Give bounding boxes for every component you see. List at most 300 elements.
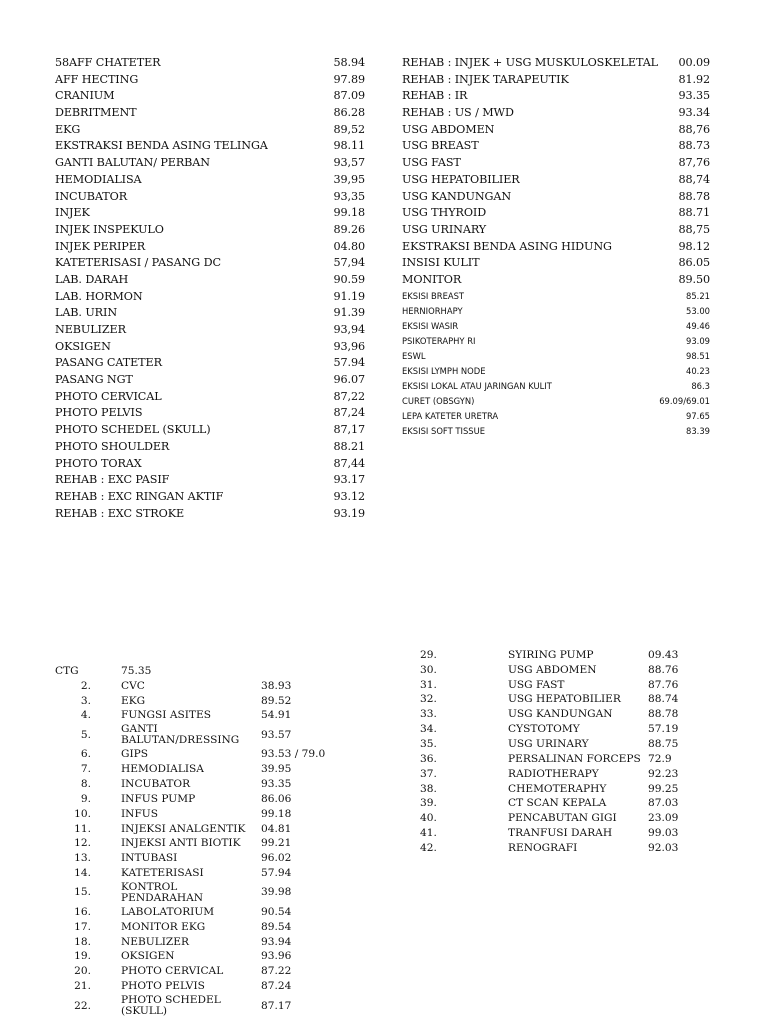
list-item <box>55 305 365 322</box>
list-item <box>402 424 710 439</box>
procedure-code: 57.19 <box>648 723 679 736</box>
procedure-code: 97.89 <box>333 72 365 86</box>
procedure-code: 86.06 <box>261 792 292 805</box>
row-number: 18. <box>74 935 91 948</box>
list-item <box>402 349 710 364</box>
procedure-name: FUNGSI ASITES <box>121 709 211 722</box>
list-item <box>55 155 365 172</box>
table-row <box>420 737 720 752</box>
list-item <box>55 322 365 339</box>
procedure-code: 88.78 <box>678 189 710 203</box>
row-number: 41. <box>420 827 437 840</box>
procedure-code: 57.94 <box>333 356 365 370</box>
procedure-name: LABOLATORIUM <box>121 905 215 918</box>
procedure-code: 87.76 <box>648 678 679 691</box>
list-item <box>402 255 710 272</box>
procedure-code: 99.18 <box>333 206 365 220</box>
list-item <box>55 222 365 239</box>
procedure-code: 89.52 <box>261 694 292 707</box>
procedure-name: INJEK PERIPER <box>55 239 146 253</box>
table-row <box>55 679 365 694</box>
procedure-code: 88.78 <box>648 708 679 721</box>
procedure-code: 93,35 <box>333 189 365 203</box>
list-item <box>55 339 365 356</box>
procedure-name: USG FAST <box>402 156 461 170</box>
row-number: 13. <box>74 852 91 865</box>
list-item <box>402 394 710 409</box>
procedure-name: PHOTO PELVIS <box>55 406 143 420</box>
procedure-code: 93.35 <box>261 777 292 790</box>
procedure-code: 83.39 <box>686 425 710 436</box>
procedure-code: 93.09 <box>686 335 710 346</box>
list-item <box>402 289 710 304</box>
procedure-code: 04.81 <box>261 822 292 835</box>
procedure-name: HEMODIALISA <box>121 763 204 776</box>
procedure-name: SYIRING PUMP <box>508 648 594 661</box>
procedure-name: USG ABDOMEN <box>402 122 495 136</box>
procedure-code: 99.18 <box>261 807 292 820</box>
list-item <box>55 205 365 222</box>
list-item <box>55 138 365 155</box>
table-row <box>55 822 365 837</box>
row-number: 22. <box>74 999 91 1012</box>
procedure-code: 87.17 <box>261 999 292 1012</box>
list-item <box>402 239 710 256</box>
list-item <box>402 55 710 72</box>
procedure-name: MONITOR EKG <box>121 920 206 933</box>
list-item <box>55 439 365 456</box>
table-row <box>420 678 720 693</box>
procedure-name: REHAB : EXC RINGAN AKTIF <box>55 489 224 503</box>
list-item <box>55 506 365 523</box>
procedure-code: 98.12 <box>678 239 710 253</box>
procedure-code: 88.75 <box>648 737 679 750</box>
procedure-name: PENCABUTAN GIGI <box>508 812 617 825</box>
row-number: 11. <box>74 822 91 835</box>
list-item <box>402 155 710 172</box>
procedure-name: USG HEPATOBILIER <box>402 172 520 186</box>
procedure-code: 87,24 <box>333 406 365 420</box>
list-item <box>55 122 365 139</box>
table-row <box>55 935 365 950</box>
procedure-name: CURET (OBSGYN) <box>402 395 475 406</box>
procedure-code <box>261 664 365 679</box>
procedure-code: 72.9 <box>648 752 672 765</box>
procedure-name: INCUBATOR <box>55 189 128 203</box>
procedure-name: INCUBATOR <box>121 777 191 790</box>
procedure-code: 87,76 <box>678 156 710 170</box>
row-number: 40. <box>420 812 437 825</box>
procedure-code: 93.19 <box>333 506 365 520</box>
row-number: 16. <box>74 905 91 918</box>
procedure-code: 00.09 <box>678 56 710 69</box>
row-number: 37. <box>420 767 437 780</box>
list-item <box>402 334 710 349</box>
row-number: 14. <box>74 867 91 880</box>
list-item <box>402 72 710 89</box>
procedure-name: INJEK <box>55 206 90 220</box>
procedure-code: 93.96 <box>261 950 292 963</box>
procedure-name: PHOTO CERVICAL <box>55 389 162 403</box>
list-item <box>402 172 710 189</box>
row-number: 17. <box>74 920 91 933</box>
table-row <box>55 747 365 762</box>
procedure-code: 49.46 <box>686 320 710 331</box>
row-number: 7. <box>80 763 91 776</box>
row-number: 6. <box>80 748 91 761</box>
list-item <box>55 489 365 506</box>
procedure-name: PASANG CATETER <box>55 356 162 370</box>
list-item <box>402 409 710 424</box>
table-row <box>55 664 365 679</box>
procedure-name: INSISI KULIT <box>402 256 480 270</box>
procedure-code: 93,94 <box>333 323 365 336</box>
procedure-name: INJEK INSPEKULO <box>55 222 164 236</box>
list-item <box>55 272 365 289</box>
procedure-code: 40.23 <box>686 365 710 376</box>
procedure-code: 39.98 <box>261 886 292 899</box>
procedure-code: 87,44 <box>333 456 365 470</box>
list-item <box>55 189 365 206</box>
procedure-name: 58AFF CHATETER <box>55 56 161 69</box>
procedure-name: EKSISI LYMPH NODE <box>402 365 486 376</box>
table-row <box>55 964 365 979</box>
procedure-name: PHOTO TORAX <box>55 456 142 470</box>
list-item <box>402 122 710 139</box>
list-item <box>55 72 365 89</box>
row-number: 36. <box>420 752 437 765</box>
procedure-code: 57.94 <box>261 867 292 880</box>
list-item <box>402 205 710 222</box>
table-row <box>55 905 365 920</box>
procedure-name: MONITOR <box>402 272 462 286</box>
list-item <box>55 289 365 306</box>
row-number: 15. <box>74 886 91 899</box>
procedure-name: INFUS <box>121 807 158 820</box>
procedure-name: USG URINARY <box>508 737 589 750</box>
row-number: 29. <box>420 648 437 661</box>
row-number: 35. <box>420 737 437 750</box>
procedure-name: USG URINARY <box>402 222 487 236</box>
procedure-name: GANTI BALUTAN/DRESSING <box>121 723 240 747</box>
table-row <box>55 950 365 965</box>
procedure-name: EKG <box>55 122 81 136</box>
list-item <box>55 422 365 439</box>
row-number: 21. <box>74 980 91 993</box>
procedure-name: CRANIUM <box>55 89 115 103</box>
procedure-code: 39,95 <box>333 172 365 186</box>
procedure-name: USG THYROID <box>402 206 487 220</box>
procedure-name: USG KANDUNGAN <box>402 189 512 203</box>
row-number: 33. <box>420 708 437 721</box>
table-row <box>420 826 720 841</box>
procedure-code: 88.74 <box>648 693 679 706</box>
procedure-name: LAB. URIN <box>55 306 118 320</box>
procedure-code: 85.21 <box>686 290 710 301</box>
row-number: 20. <box>74 965 91 978</box>
procedure-name: CHEMOTERAPHY <box>508 782 607 795</box>
procedure-code: 87.22 <box>261 965 292 978</box>
procedure-name: USG HEPATOBILIER <box>508 693 621 706</box>
table-row <box>420 782 720 797</box>
table-row <box>55 920 365 935</box>
procedure-code: 89,52 <box>333 122 365 136</box>
procedure-code: 04.80 <box>333 239 365 253</box>
list-item <box>55 239 365 256</box>
row-number: CTG <box>55 664 79 677</box>
procedure-code: 99.21 <box>261 837 292 850</box>
procedure-code: 96.02 <box>261 852 292 865</box>
procedure-code: 88.73 <box>678 139 710 153</box>
procedure-code: 23.09 <box>648 812 679 825</box>
procedure-code: 93.17 <box>333 473 365 487</box>
list-item <box>402 222 710 239</box>
procedure-code: 96.07 <box>333 373 365 387</box>
procedure-code: 87,17 <box>333 423 365 437</box>
list-item <box>402 379 710 394</box>
procedure-code: 93,57 <box>333 156 365 170</box>
procedure-name: ESWL <box>402 350 426 361</box>
list-item <box>402 138 710 155</box>
procedure-name: NEBULIZER <box>121 935 190 948</box>
row-number: 9. <box>80 792 91 805</box>
procedure-code: 88,76 <box>678 122 710 136</box>
list-item <box>402 272 710 289</box>
row-number: 19. <box>74 950 91 963</box>
procedure-code: 88.76 <box>648 663 679 676</box>
list-item <box>55 472 365 489</box>
list-item <box>55 172 365 189</box>
procedure-code: 88.21 <box>333 439 365 453</box>
procedure-code: 87.09 <box>333 89 365 103</box>
procedure-name: OKSIGEN <box>55 339 111 353</box>
table-row <box>420 693 720 708</box>
procedure-name: INFUS PUMP <box>121 792 196 805</box>
procedure-list-right <box>402 55 710 439</box>
row-number: 31. <box>420 678 437 691</box>
procedure-code: 89.26 <box>333 222 365 236</box>
row-number: 2. <box>80 679 91 692</box>
procedure-name: REHAB : EXC PASIF <box>55 473 170 487</box>
procedure-name: REHAB : INJEK TARAPEUTIK <box>402 72 569 86</box>
procedure-code: 54.91 <box>261 709 292 722</box>
procedure-name: OKSIGEN <box>121 950 175 963</box>
procedure-name: CYSTOTOMY <box>508 723 580 736</box>
procedure-code: 93.94 <box>261 935 292 948</box>
list-item <box>55 372 365 389</box>
procedure-name: USG FAST <box>508 678 565 691</box>
procedure-name: REHAB : EXC STROKE <box>55 506 185 520</box>
procedure-name: USG BREAST <box>402 139 479 153</box>
row-number: 42. <box>420 841 437 854</box>
row-number: 39. <box>420 797 437 810</box>
procedure-code: 99.25 <box>648 782 679 795</box>
procedure-code: 81.92 <box>678 72 710 86</box>
table-row <box>55 994 365 1018</box>
procedure-code: 97.65 <box>686 410 710 421</box>
procedure-name: PASANG NGT <box>55 373 133 387</box>
procedure-code: 86.28 <box>333 106 365 120</box>
table-row <box>420 841 720 856</box>
procedure-code: 92.03 <box>648 841 679 854</box>
procedure-name: EKSISI BREAST <box>402 290 465 301</box>
procedure-name: TRANFUSI DARAH <box>508 827 613 840</box>
procedure-table-right <box>420 648 720 856</box>
procedure-name: PHOTO SCHEDEL (SKULL) <box>55 423 211 437</box>
table-row <box>420 707 720 722</box>
procedure-name: KONTROL PENDARAHAN <box>121 880 204 904</box>
procedure-code: 90.54 <box>261 905 292 918</box>
procedure-name: INTUBASI <box>121 852 178 865</box>
procedure-name: EKSISI LOKAL ATAU JARINGAN KULIT <box>402 380 552 391</box>
list-item <box>402 364 710 379</box>
list-item <box>402 304 710 319</box>
procedure-name: INJEKSI ANTI BIOTIK <box>121 837 241 850</box>
procedure-code: 99.03 <box>648 827 679 840</box>
procedure-code: 93.35 <box>678 89 710 103</box>
table-row <box>420 648 720 663</box>
list-item <box>402 105 710 122</box>
table-row <box>55 762 365 777</box>
procedure-name: LAB. DARAH <box>55 272 129 286</box>
procedure-name: PHOTO CERVICAL <box>121 965 224 978</box>
procedure-code: 87,22 <box>333 389 365 403</box>
row-number: 32. <box>420 693 437 706</box>
procedure-name: AFF HECTING <box>55 72 139 86</box>
table-row <box>55 866 365 881</box>
list-item <box>402 189 710 206</box>
procedure-name: REHAB : INJEK + USG MUSKULOSKELETAL <box>402 56 658 69</box>
procedure-code: 98.11 <box>333 139 365 153</box>
procedure-code: 57,94 <box>333 256 365 270</box>
procedure-name: EKSISI SOFT TISSUE <box>402 425 486 436</box>
table-row <box>55 777 365 792</box>
list-item <box>55 355 365 372</box>
procedure-code: 93.34 <box>678 106 710 120</box>
procedure-code: 87.03 <box>648 797 679 810</box>
table-row <box>55 851 365 866</box>
list-item <box>55 55 365 72</box>
procedure-code: 89.50 <box>678 272 710 286</box>
table-row <box>55 792 365 807</box>
procedure-name: EKSTRAKSI BENDA ASING HIDUNG <box>402 239 612 253</box>
table-row <box>55 979 365 994</box>
procedure-code: 93.53 / 79.0 <box>261 748 326 761</box>
table-row <box>420 722 720 737</box>
list-item <box>55 88 365 105</box>
procedure-name: PHOTO SCHEDEL (SKULL) <box>121 994 221 1018</box>
procedure-name: PSIKOTERAPHY RI <box>402 335 476 346</box>
row-number: 34. <box>420 723 437 736</box>
procedure-name: RADIOTHERAPY <box>508 767 599 780</box>
table-row <box>420 811 720 826</box>
row-number: 12. <box>74 837 91 850</box>
procedure-code: 69.09/69.01 <box>659 395 710 406</box>
procedure-code: 58.94 <box>333 56 365 69</box>
procedure-name: USG KANDUNGAN <box>508 708 613 721</box>
procedure-name: PHOTO SHOULDER <box>55 439 170 453</box>
table-row <box>55 709 365 724</box>
procedure-code: 53.00 <box>686 305 710 316</box>
procedure-code: 09.43 <box>648 648 679 661</box>
table-row <box>420 752 720 767</box>
procedure-name: EKSISI WASIR <box>402 320 459 331</box>
list-item <box>55 389 365 406</box>
row-number: 30. <box>420 663 437 676</box>
row-number: 38. <box>420 782 437 795</box>
procedure-table-left <box>55 664 365 1018</box>
procedure-name: EKSTRAKSI BENDA ASING TELINGA <box>55 139 268 153</box>
procedure-name: PHOTO PELVIS <box>121 980 205 993</box>
procedure-name: HEMODIALISA <box>55 172 142 186</box>
procedure-name: LAB. HORMON <box>55 289 143 303</box>
row-number: 4. <box>80 709 91 722</box>
procedure-name: GANTI BALUTAN/ PERBAN <box>55 156 210 170</box>
row-number: 8. <box>80 777 91 790</box>
procedure-name: RENOGRAFI <box>508 841 578 854</box>
procedure-code: 90.59 <box>333 272 365 286</box>
procedure-code: 39.95 <box>261 763 292 776</box>
table-row <box>55 836 365 851</box>
table-row <box>420 663 720 678</box>
procedure-code: 86.3 <box>691 380 710 391</box>
list-item <box>55 105 365 122</box>
row-number: 3. <box>80 694 91 707</box>
procedure-code: 88,74 <box>678 172 710 186</box>
procedure-name: 75.35 <box>121 664 152 677</box>
procedure-code: 93,96 <box>333 339 365 353</box>
procedure-code: 38.93 <box>261 679 292 692</box>
table-row <box>420 796 720 811</box>
list-item <box>402 88 710 105</box>
procedure-code: 98.51 <box>686 350 710 361</box>
procedure-code: 93.57 <box>261 728 292 741</box>
procedure-code: 88.71 <box>678 206 710 220</box>
table-row <box>55 723 365 747</box>
procedure-name: DEBRITMENT <box>55 106 137 120</box>
procedure-name: PERSALINAN FORCEPS <box>508 752 641 765</box>
procedure-list-left <box>55 55 365 522</box>
procedure-code: 86.05 <box>678 256 710 270</box>
procedure-name: CT SCAN KEPALA <box>508 797 607 810</box>
procedure-code: 91.19 <box>333 289 365 303</box>
procedure-code: 88,75 <box>678 222 710 236</box>
procedure-code: 93.12 <box>333 489 365 503</box>
procedure-code: 92.23 <box>648 767 679 780</box>
procedure-name: NEBULIZER <box>55 323 126 336</box>
procedure-name: USG ABDOMEN <box>508 663 597 676</box>
procedure-name: REHAB : IR <box>402 89 468 103</box>
procedure-code: 89.54 <box>261 920 292 933</box>
table-row <box>55 807 365 822</box>
procedure-code: 91.39 <box>333 306 365 320</box>
list-item <box>55 456 365 473</box>
list-item <box>55 405 365 422</box>
procedure-name: GIPS <box>121 748 149 761</box>
procedure-name: KATETERISASI / PASANG DC <box>55 256 221 270</box>
procedure-name: REHAB : US / MWD <box>402 106 514 120</box>
procedure-name: INJEKSI ANALGENTIK <box>121 822 246 835</box>
table-row <box>55 881 365 905</box>
list-item <box>402 319 710 334</box>
row-number: 10. <box>74 807 91 820</box>
row-number: 5. <box>80 728 91 741</box>
procedure-code: 87.24 <box>261 980 292 993</box>
table-row <box>55 694 365 709</box>
procedure-name: KATETERISASI <box>121 867 204 880</box>
table-row <box>420 767 720 782</box>
procedure-name: CVC <box>121 679 145 692</box>
